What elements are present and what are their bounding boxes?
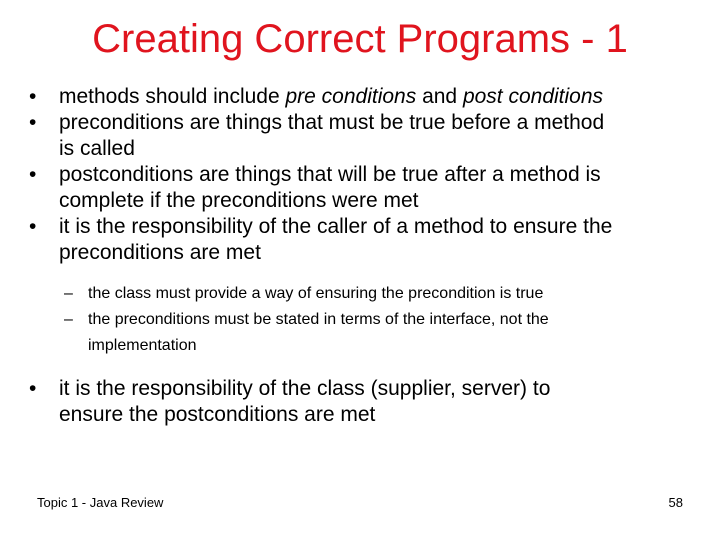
sub-bullet-dash: –: [64, 311, 73, 328]
sub-bullet-dash: –: [64, 285, 73, 302]
bullet-dot: •: [29, 215, 37, 238]
bullet-dot: •: [29, 111, 37, 134]
bullet-line: postconditions are things that will be true after a method is: [59, 163, 601, 186]
bullet-item: [28, 84, 708, 110]
bullet-line: is called: [59, 137, 135, 160]
bullet-dot: •: [29, 377, 37, 400]
sub-bullet-line: the preconditions must be stated in terms of the interface, not the: [88, 311, 549, 328]
bullet-text: methods should include: [59, 85, 286, 108]
sub-bullet-item: [59, 307, 708, 359]
sub-bullet-line: implementation: [88, 337, 197, 354]
sub-bullet-list: [28, 281, 708, 359]
bullet-item: [28, 110, 708, 162]
bullet-line: it is the responsibility of the caller of a method to ensure the: [59, 215, 613, 238]
bullet-text-italic: post conditions: [462, 85, 604, 108]
bullet-dot: •: [29, 85, 37, 108]
footer-page-number: 58: [668, 495, 683, 510]
sub-bullet-line: the class must provide a way of ensuring the precondition is true: [88, 285, 544, 302]
bullet-item: [28, 214, 708, 266]
slide-title: Creating Correct Programs - 1: [92, 17, 628, 61]
bullet-line: it is the responsibility of the class (supplier, server) to: [59, 377, 551, 400]
bullet-item: [28, 162, 708, 214]
bullet-dot: •: [29, 163, 37, 186]
bullet-line: preconditions are met: [59, 241, 261, 264]
bullet-line: preconditions are things that must be true before a method: [59, 111, 605, 134]
bullet-item: [28, 376, 708, 428]
footer-topic: Topic 1 - Java Review: [37, 495, 164, 510]
slide-content: [28, 84, 708, 428]
sub-bullet-item: [59, 281, 708, 307]
bullet-text-italic: pre conditions: [285, 85, 417, 108]
bullet-text: and: [416, 85, 463, 108]
bullet-line: ensure the postconditions are met: [59, 403, 376, 426]
bullet-line: complete if the preconditions were met: [59, 189, 419, 212]
